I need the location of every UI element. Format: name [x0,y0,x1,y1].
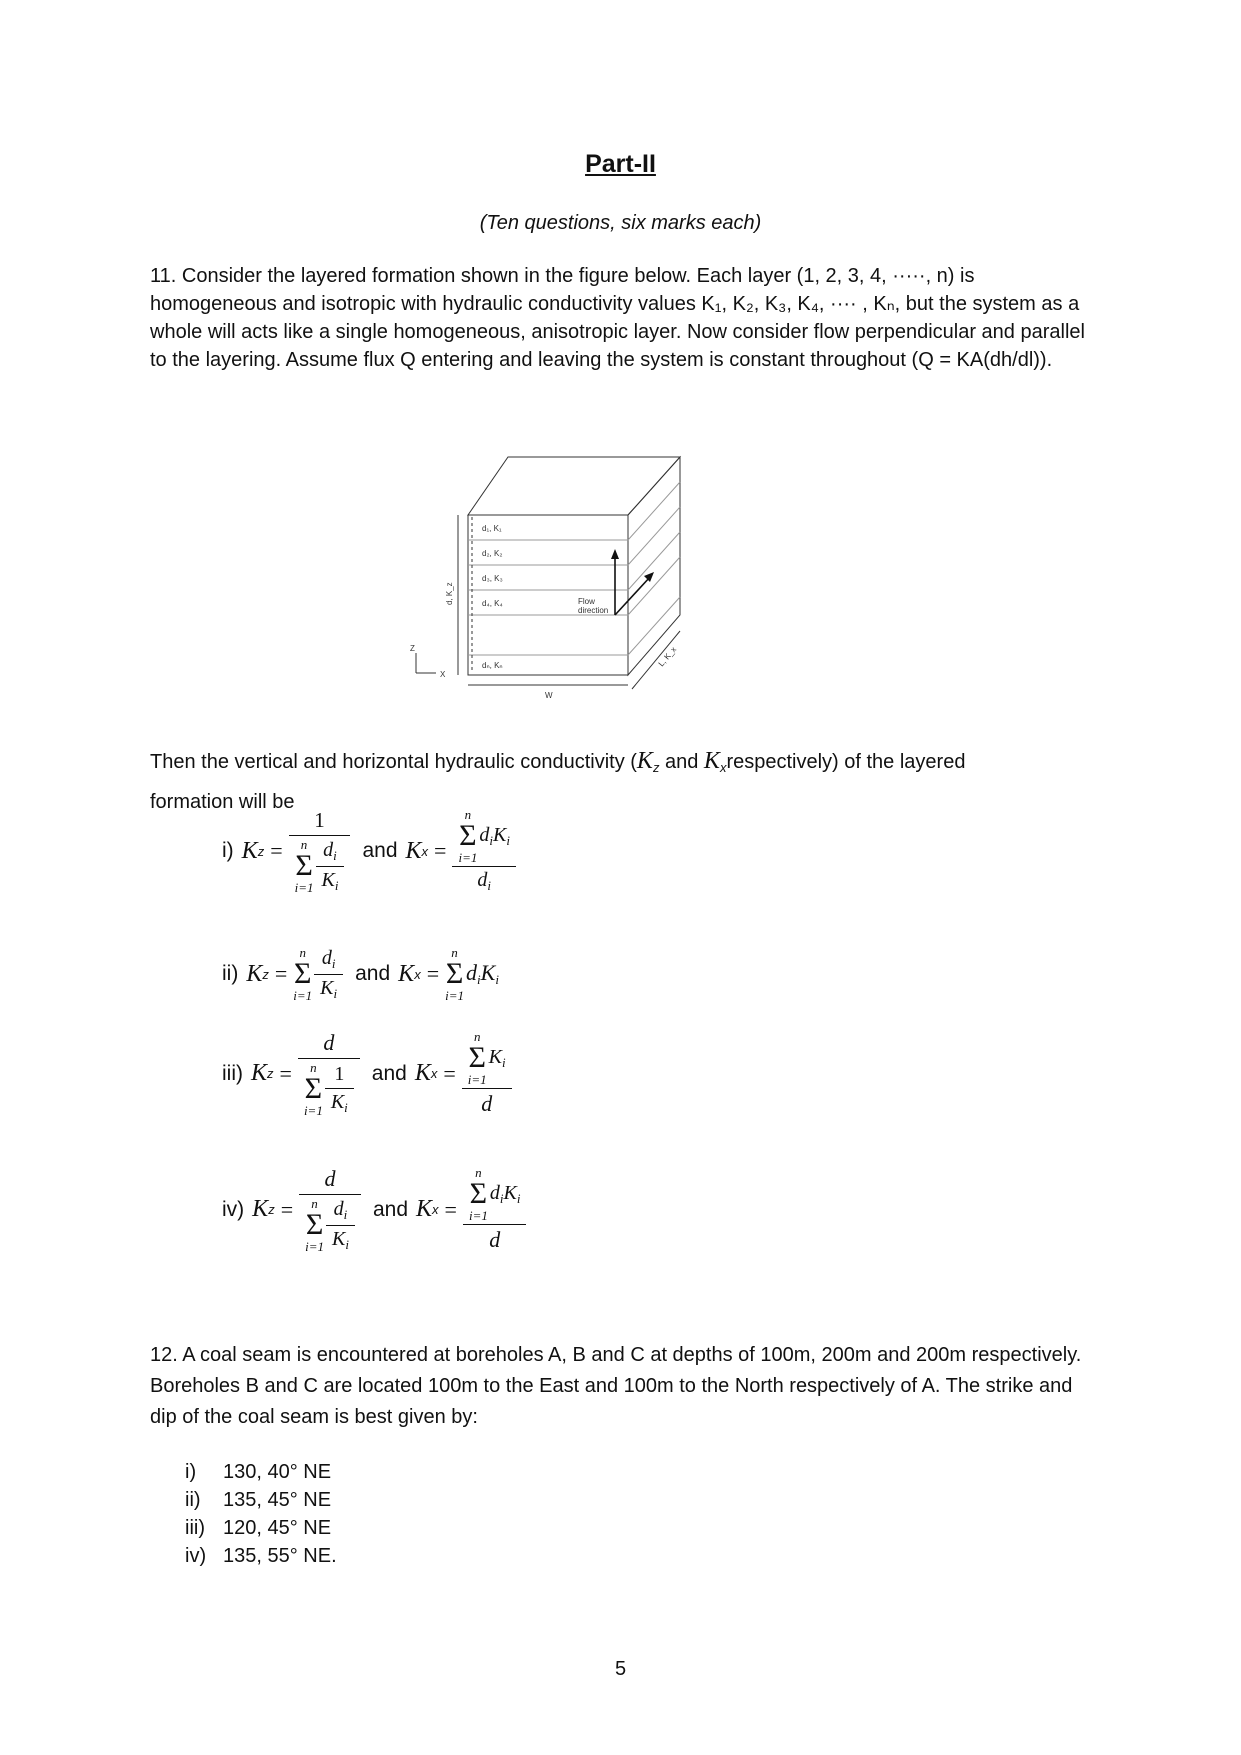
axis-z-label: Z [410,644,415,653]
width-label: W [545,691,553,700]
option-ii: ii) K z = n Σ i=1 $\frac{d_i}{K_i}$ and K x = n Σ i=1 $d_iK_i$ [222,945,499,1003]
question-12-options [185,1458,337,1570]
question-11-text: 11. Consider the layered formation shown in the figure below. Each layer (1, 2, 3, 4, ·····, n) is homogeneous and isotropic with hydraulic conductivity values K₁, K₂, K₃, K₄, ···· , Kₙ, but the system as a whole will acts like a single homogeneous, anisotropic layer. Now consider flow perpendicular and parallel to the layering. Assume flux Q entering and leaving the system is constant throughout (Q = KA(dh/dl)). [150,265,1085,371]
layered-formation-figure [400,455,700,705]
question-11-stem: Then the vertical and horizontal hydraulic conductivity ($K_z$ and $K_xrespectively$) of the layered formation will be [150,748,966,813]
flow-direction-label: direction [578,606,609,615]
option-i: i) K z = 1 n Σ i=1 $\frac{d_i}{K_i}$ and K x = n Σ i=1 $d_iK_i$ $d_i$ [222,808,516,894]
q12-option-2: ii) 135, 45° NE [185,1489,332,1511]
option-iv: iv) K z = d n Σ i=1 $\frac{d_i}{K_i}$ and K x = n Σ i=1 $d_iK_i$ d [222,1166,526,1253]
cube-front-face [468,515,628,675]
layer-label-3: d₃, K₃ [482,574,503,583]
flow-label: Flow [578,597,595,606]
layer-label-2: d₂, K₂ [482,549,503,558]
depth-dimension-label: L, K_x [656,645,679,669]
cube-top-face [468,457,680,515]
option-iii: iii) K z = d n Σ i=1 $\frac{1}{K_i}$ and K x = n Σ i=1 $K_i$ d [222,1030,512,1117]
question-12-text: 12. A coal seam is encountered at boreholes A, B and C at depths of 100m, 200m and 200m respectively. Boreholes B and C are located 100m to the East and 100m to the North respectively of A. The strike and dip of the coal seam is best given by: [150,1344,1082,1428]
side-dimension-label: d, K_z [445,582,454,605]
page-title: Part-II [585,150,656,178]
layer-label-n: dₙ, Kₙ [482,661,503,670]
layer-label-4: d₄, K₄ [482,599,503,608]
page-number: 5 [614,1658,627,1680]
q12-option-1: i) 130, 40° NE [185,1461,332,1483]
layer-label-1: d₁, K₁ [482,524,502,533]
q12-option-3: iii) 120, 45° NE [185,1517,332,1539]
axis-x-label: X [440,670,446,679]
q12-option-4: iv) 135, 55° NE. [185,1545,337,1567]
section-subtitle: (Ten questions, six marks each) [479,212,762,234]
